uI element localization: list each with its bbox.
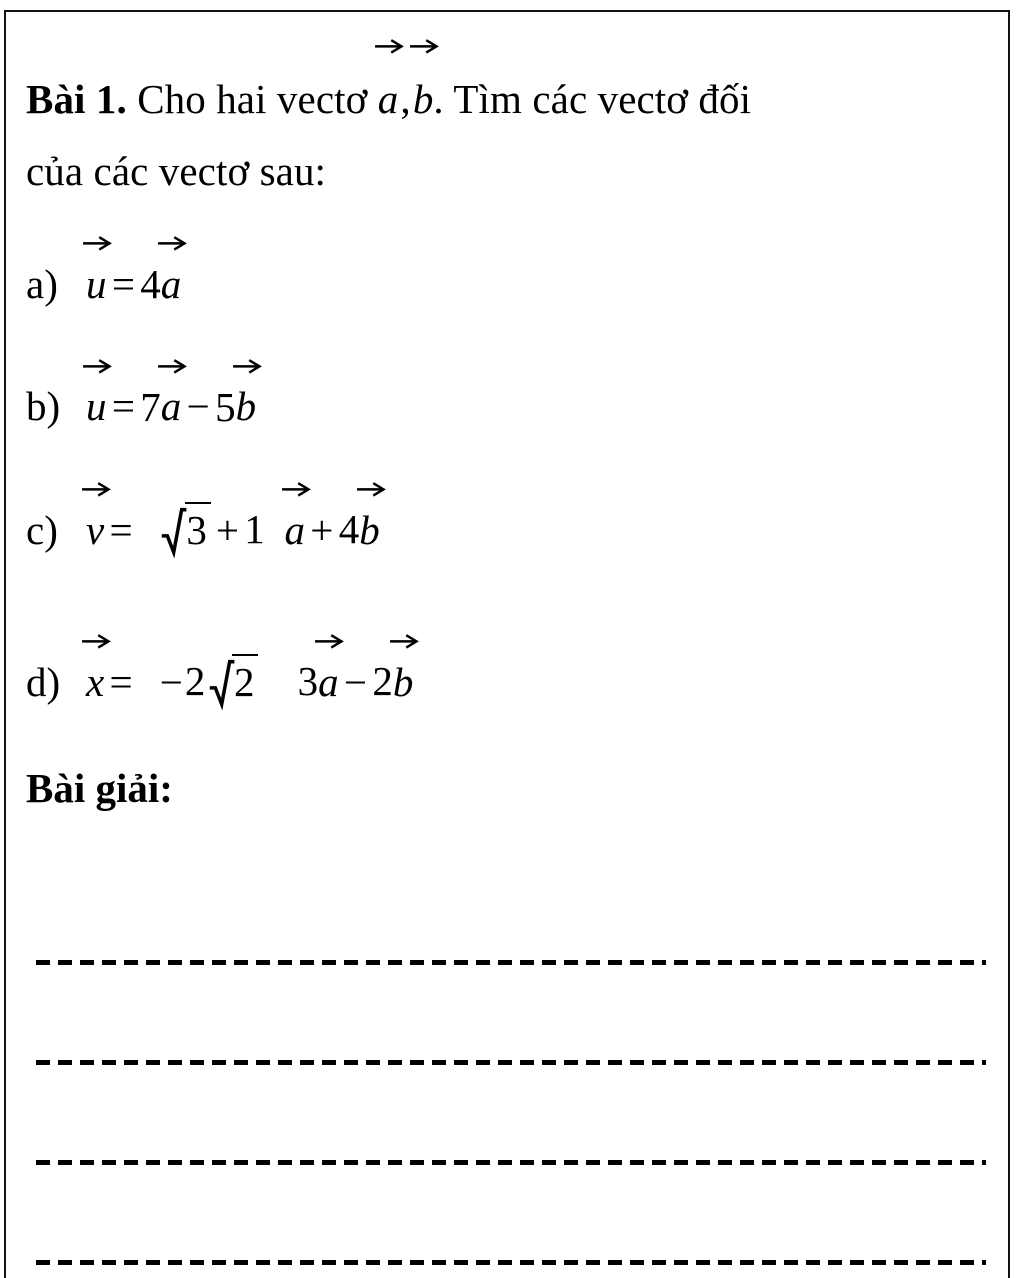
item-expression-c bbox=[86, 502, 380, 554]
equals-sign: = bbox=[111, 383, 135, 430]
vector-a-symbol: a bbox=[318, 658, 339, 705]
heading-text-before: Cho hai vectơ bbox=[126, 75, 378, 122]
vector-b bbox=[236, 382, 257, 431]
vector-arrow-icon bbox=[81, 634, 111, 646]
vector-arrow-icon bbox=[374, 39, 404, 51]
vector-a-symbol: a bbox=[284, 506, 305, 553]
vector-arrow-icon bbox=[81, 482, 111, 494]
vector-a bbox=[161, 259, 182, 308]
vector-arrow-icon bbox=[82, 359, 112, 371]
coefficient-7: 7 bbox=[140, 383, 161, 430]
item-label-b: b) bbox=[26, 383, 61, 430]
item-expression-b bbox=[86, 382, 256, 431]
vector-b-symbol: b bbox=[412, 75, 434, 122]
problem-item-d bbox=[26, 654, 998, 706]
vector-v-symbol: v bbox=[86, 506, 105, 553]
answer-lines-area bbox=[36, 952, 986, 1274]
coefficient-5: 5 bbox=[215, 383, 236, 430]
square-root-3 bbox=[158, 502, 211, 554]
vector-v bbox=[86, 505, 104, 554]
vector-u bbox=[86, 259, 107, 308]
vector-arrow-icon bbox=[157, 359, 187, 371]
vector-arrow-icon bbox=[232, 359, 262, 371]
answer-line[interactable] bbox=[36, 1052, 986, 1074]
square-root-2 bbox=[205, 654, 258, 706]
plus-sign: + bbox=[310, 506, 334, 553]
vector-a-heading bbox=[378, 62, 399, 135]
minus-sign: − bbox=[343, 658, 368, 705]
vector-b-symbol: b bbox=[359, 506, 380, 553]
heading-line-two: của các vectơ sau: bbox=[26, 147, 327, 194]
answer-line[interactable] bbox=[36, 1252, 986, 1274]
item-label-a: a) bbox=[26, 260, 58, 307]
vector-u-symbol: u bbox=[86, 383, 107, 430]
vector-a bbox=[161, 382, 182, 431]
vector-u bbox=[86, 382, 107, 431]
answer-line[interactable] bbox=[36, 1152, 986, 1174]
equals-sign: = bbox=[111, 260, 135, 307]
coefficient-3: 3 bbox=[297, 658, 319, 705]
problem-item-list bbox=[26, 259, 998, 706]
vector-arrow-icon bbox=[281, 482, 311, 494]
vector-a-symbol: a bbox=[160, 383, 182, 430]
vector-a bbox=[318, 657, 339, 706]
vector-b-heading bbox=[413, 62, 434, 135]
equals-sign: = bbox=[109, 506, 133, 553]
outer-coefficient-2: 2 bbox=[184, 658, 206, 705]
heading-comma: , bbox=[400, 75, 411, 122]
negative-sign: − bbox=[159, 658, 183, 705]
vector-arrow-icon bbox=[355, 482, 385, 494]
plus-sign-inner: + bbox=[215, 506, 239, 553]
vector-x bbox=[86, 657, 104, 706]
addend-1: 1 bbox=[244, 506, 265, 553]
problem-item-a bbox=[26, 259, 998, 308]
item-label-c: c) bbox=[26, 506, 58, 553]
coefficient-4: 4 bbox=[338, 506, 360, 553]
answer-line[interactable] bbox=[36, 952, 986, 974]
equals-sign: = bbox=[109, 658, 133, 705]
vector-b bbox=[359, 505, 380, 554]
vector-arrow-icon bbox=[409, 39, 439, 51]
vector-a-symbol: a bbox=[377, 75, 399, 122]
heading-text-after: . Tìm các vectơ đối bbox=[433, 75, 752, 122]
vector-u-symbol: u bbox=[86, 260, 107, 307]
vector-x-symbol: x bbox=[86, 658, 105, 705]
item-expression-d bbox=[86, 654, 413, 706]
radicand-value: 3 bbox=[185, 502, 211, 553]
problem-item-c bbox=[26, 502, 998, 554]
vector-arrow-icon bbox=[389, 634, 419, 646]
problem-item-b bbox=[26, 382, 998, 431]
minus-sign: − bbox=[186, 383, 210, 430]
vector-arrow-icon bbox=[314, 634, 344, 646]
vector-a-symbol: a bbox=[160, 260, 182, 307]
vector-a bbox=[284, 505, 305, 554]
coefficient-2: 2 bbox=[372, 658, 393, 705]
radical-sign-icon bbox=[209, 660, 234, 706]
item-expression-a bbox=[86, 259, 181, 308]
vector-b-symbol: b bbox=[235, 383, 257, 430]
coefficient-4: 4 bbox=[140, 260, 161, 307]
vector-arrow-icon bbox=[82, 236, 112, 248]
vector-b bbox=[393, 657, 414, 706]
vector-b-symbol: b bbox=[392, 658, 414, 705]
radical-sign-icon bbox=[161, 508, 186, 554]
problem-number: Bài 1. bbox=[26, 75, 127, 122]
item-label-d: d) bbox=[26, 658, 61, 705]
radicand-value: 2 bbox=[232, 654, 258, 705]
problem-heading bbox=[26, 0, 998, 207]
solution-heading: Bài giải: bbox=[26, 765, 173, 812]
vector-arrow-icon bbox=[157, 236, 187, 248]
